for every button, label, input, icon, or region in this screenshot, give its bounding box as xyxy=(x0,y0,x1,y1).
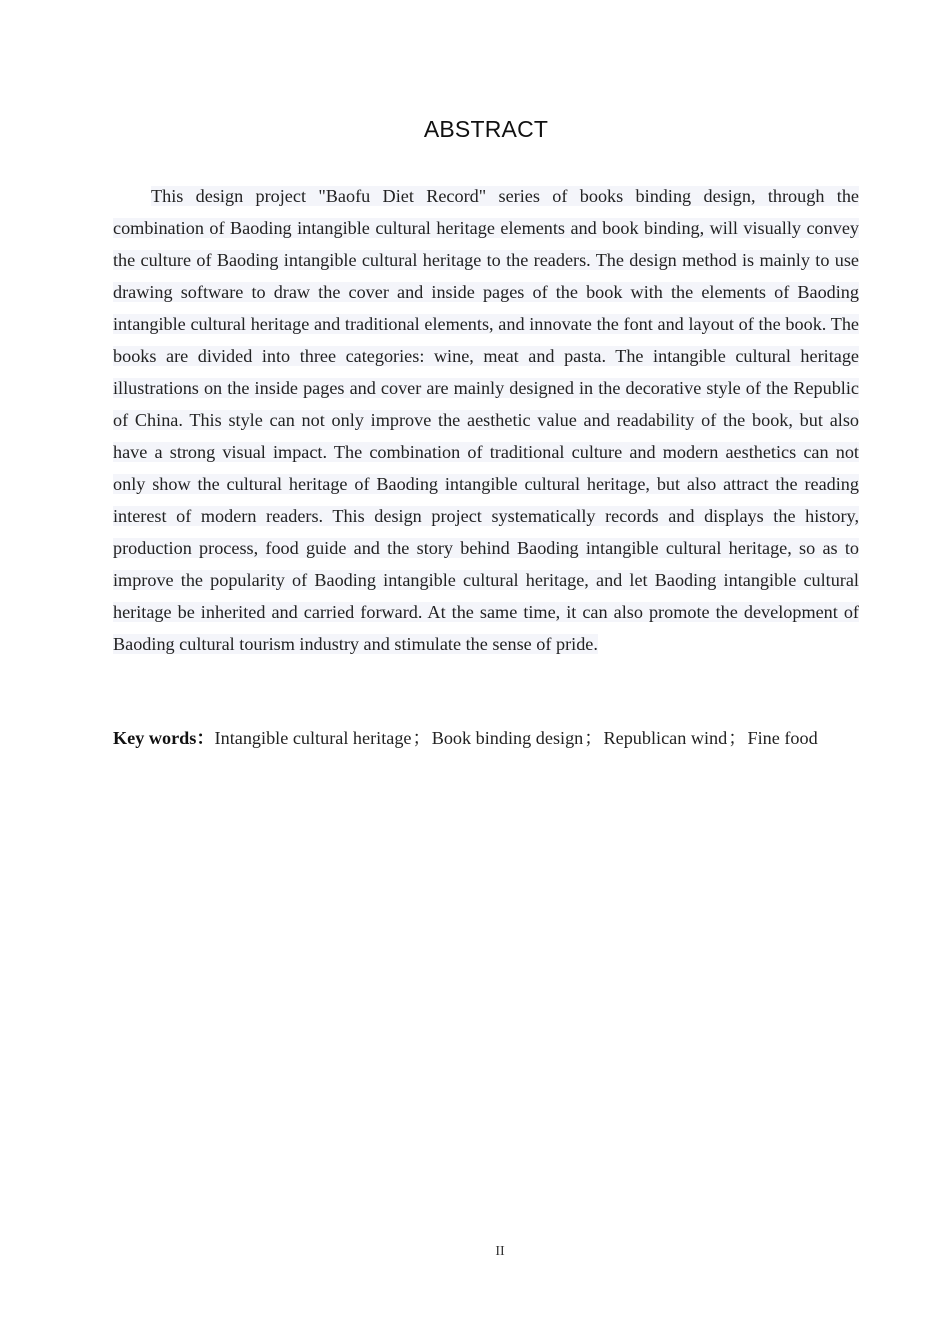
keyword-item: Republican wind xyxy=(603,728,728,748)
abstract-paragraph xyxy=(113,180,859,660)
keyword-item: Book binding design xyxy=(431,728,584,748)
page-number: II xyxy=(495,1244,505,1259)
keywords-line xyxy=(113,722,873,754)
keyword-separator: ； xyxy=(584,728,603,748)
keywords-label: Key words： xyxy=(113,728,215,748)
keyword-item: Intangible cultural heritage xyxy=(214,728,412,748)
abstract-text: This design project "Baofu Diet Record" series of books binding design, through the combination of Baoding intangible cultural heritage elements and book binding, will visually convey the culture of Baoding intangible cultural heritage to the readers. The design method is mainly to use drawing software to draw the cover and inside pages of the book with the elements of Baoding intangible cultural heritage and traditional elements, and innovate the font and layout of the book. The books are divided into three categories: wine, meat and pasta. The intangible cultural heritage illustrations on the inside pages and cover are mainly designed in the decorative style of the Republic of China. This style can not only improve the aesthetic value and readability of the book, but also have a strong visual impact. The combination of traditional culture and modern aesthetics can not only show the cultural heritage of Baoding intangible cultural heritage, but also attract the reading interest of modern readers. This design project systematically records and displays the history, production process, food guide and the story behind Baoding intangible cultural heritage, so as to improve the popularity of Baoding intangible cultural heritage, and let Baoding intangible cultural heritage be inherited and carried forward. At the same time, it can also promote the development of Baoding cultural tourism industry and stimulate the sense of pride. xyxy=(113,186,859,654)
abstract-title: ABSTRACT xyxy=(423,116,549,142)
keyword-item: Fine food xyxy=(747,728,818,748)
keyword-separator: ； xyxy=(728,728,747,748)
keyword-separator: ； xyxy=(412,728,431,748)
